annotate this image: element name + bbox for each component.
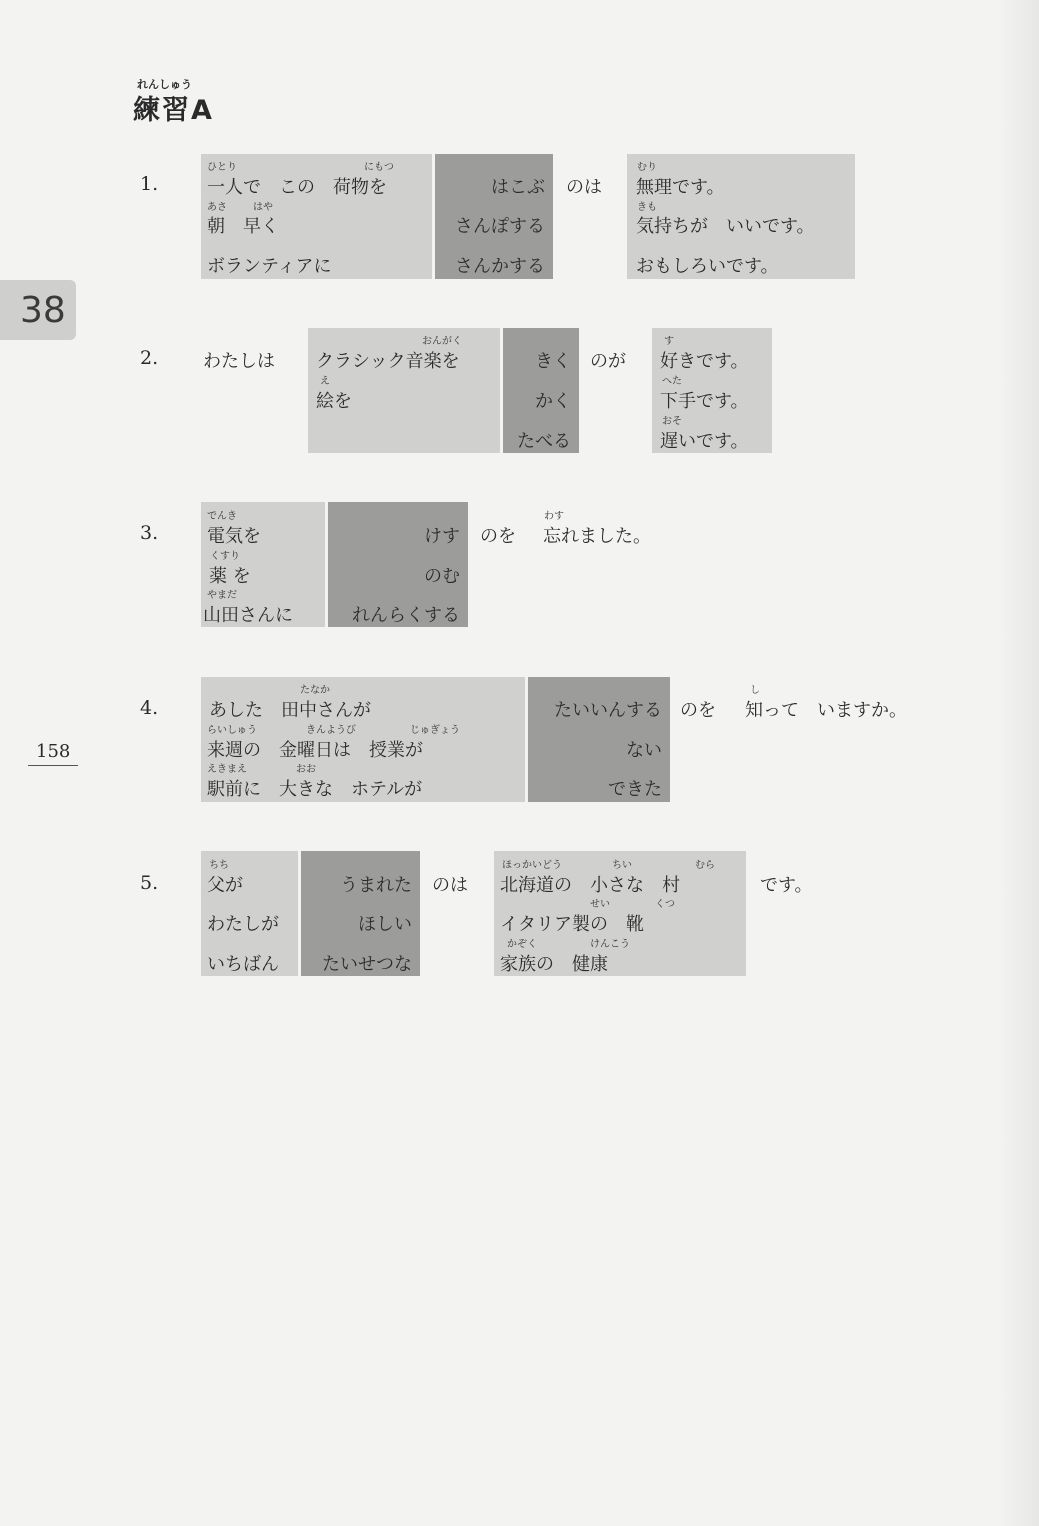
exercise-number: 1.	[140, 173, 159, 195]
furigana: わす	[544, 511, 564, 522]
phrase-text: 山田さんに	[203, 605, 293, 626]
furigana: し	[750, 685, 760, 696]
furigana: え	[320, 376, 330, 387]
connector-text: のは	[432, 875, 468, 896]
predicate-text: 知って いますか。	[745, 700, 907, 721]
verb-text: ほしい	[358, 914, 412, 935]
furigana: きんようび	[306, 725, 356, 736]
exercise-number: 3.	[140, 522, 159, 544]
verb-text: たべる	[517, 431, 571, 452]
furigana: はや	[253, 202, 273, 213]
furigana: ほっかいどう	[502, 860, 562, 871]
phrase-text: 父が	[207, 875, 243, 896]
verb-text: できた	[608, 779, 662, 800]
verb-text: けす	[424, 526, 460, 547]
furigana: かぞく	[507, 939, 537, 950]
phrase-text: わたしが	[207, 914, 279, 935]
phrase-text: 電気を	[207, 526, 261, 547]
furigana: へた	[662, 376, 682, 387]
exercise-number: 2.	[140, 347, 159, 369]
predicate-text: 気持ちが いいです。	[636, 216, 815, 237]
predicate-text: 忘れました。	[543, 526, 651, 547]
predicate-text: 無理です。	[636, 177, 725, 198]
noun-text: 北海道の 小さな 村	[500, 875, 680, 896]
phrase-text: 朝 早く	[207, 216, 279, 237]
phrase-text: 来週の 金曜日は 授業が	[207, 740, 423, 761]
furigana: たなか	[300, 685, 330, 696]
verb-text: たいいんする	[554, 700, 662, 721]
furigana: じゅぎょう	[410, 725, 460, 736]
verb-text: さんかする	[455, 256, 545, 277]
verb-text: さんぽする	[455, 216, 545, 237]
furigana: でんき	[207, 511, 237, 522]
furigana: ちち	[209, 860, 229, 871]
predicate-text: 好きです。	[660, 351, 749, 372]
noun-text: イタリア製の 靴	[500, 914, 644, 935]
verb-text: はこぶ	[491, 177, 545, 198]
predicate-text: です。	[760, 875, 813, 896]
page-number: 158	[36, 741, 71, 762]
phrase-text: ボランティアに	[207, 256, 332, 277]
furigana: けんこう	[590, 939, 630, 950]
phrase-text: クラシック音楽を	[316, 351, 460, 372]
verb-text: ない	[626, 740, 662, 761]
phrase-text: 薬 を	[209, 566, 251, 587]
furigana: むら	[695, 860, 715, 871]
exercise-number: 5.	[140, 872, 159, 894]
phrase-text: 一人で この 荷物を	[207, 177, 387, 198]
connector-text: のは	[566, 177, 602, 198]
furigana: きも	[637, 202, 657, 213]
connector-text: のを	[680, 700, 716, 721]
verb-text: きく	[535, 351, 571, 372]
connector-text: のを	[480, 526, 516, 547]
furigana: おお	[296, 764, 316, 775]
phrase-text: 駅前に 大きな ホテルが	[207, 779, 423, 800]
phrase-text: いちばん	[207, 954, 279, 975]
furigana: くつ	[655, 899, 675, 910]
furigana: やまだ	[207, 590, 237, 601]
verb-text: かく	[535, 391, 571, 412]
verb-text: たいせつな	[322, 954, 412, 975]
furigana: むり	[637, 162, 657, 173]
predicate-text: おもしろいです。	[636, 256, 779, 277]
furigana: す	[664, 336, 674, 347]
furigana: にもつ	[364, 162, 394, 173]
furigana: らいしゅう	[207, 725, 257, 736]
chapter-number: 38	[20, 290, 66, 331]
furigana: あさ	[207, 202, 227, 213]
phrase-text: 絵を	[316, 391, 352, 412]
lead-text: わたしは	[203, 351, 275, 372]
title-furigana: れんしゅう	[137, 78, 192, 91]
page-number-rule	[28, 765, 78, 766]
furigana: ちい	[612, 860, 632, 871]
phrase-text: あした 田中さんが	[209, 700, 371, 721]
verb-text: のむ	[424, 566, 460, 587]
noun-text: 家族の 健康	[500, 954, 608, 975]
predicate-text: 遅いです。	[660, 431, 749, 452]
verb-text: うまれた	[340, 875, 412, 896]
furigana: ひとり	[207, 162, 237, 173]
furigana: おんがく	[422, 336, 462, 347]
verb-text: れんらくする	[352, 605, 460, 626]
furigana: おそ	[662, 416, 682, 427]
connector-text: のが	[590, 351, 626, 372]
page-title: 練習A	[133, 95, 214, 126]
furigana: くすり	[210, 551, 240, 562]
predicate-text: 下手です。	[660, 391, 749, 412]
furigana: えきまえ	[207, 764, 247, 775]
furigana: せい	[590, 899, 610, 910]
page-edge-shadow	[999, 0, 1039, 1526]
exercise-number: 4.	[140, 697, 159, 719]
